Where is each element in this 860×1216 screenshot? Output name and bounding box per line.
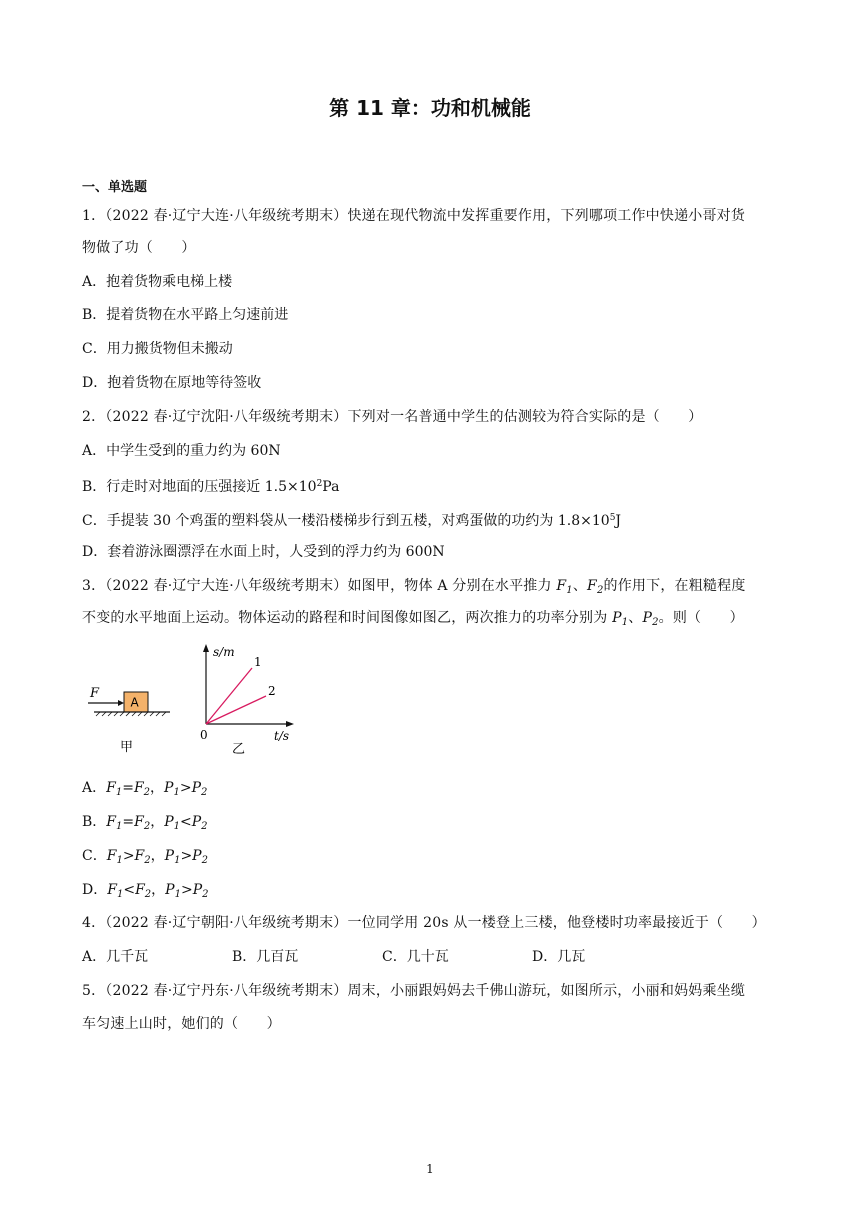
force-arrowhead — [118, 700, 124, 706]
q3-stem-line2 — [82, 608, 744, 633]
q3-f-sub: 2 — [596, 585, 604, 596]
q4-stem: 4．（2022 春·辽宁朝阳·八年级统考期末）一位同学用 20s 从一楼登上三楼，他登楼时功率最接近于（ ） — [82, 915, 766, 931]
y-axis-label: s/m — [213, 645, 235, 659]
q3-option-c — [82, 846, 208, 871]
page-title: 第 11 章：功和机械能 — [329, 96, 531, 120]
force-label: F — [90, 686, 100, 701]
q3-text-e: 、 — [628, 610, 643, 626]
origin-label: 0 — [200, 728, 208, 742]
q2-stem: 2．（2022 春·辽宁沈阳·八年级统考期末）下列对一名普通中学生的估测较为符合实际的是（ ） — [82, 409, 703, 425]
sub: 2 — [143, 787, 151, 798]
caption-jia: 甲 — [120, 740, 134, 755]
q3-text-c: 的作用下，在粗糙程度 — [603, 578, 746, 594]
section-heading: 一、单选题 — [82, 180, 148, 195]
comma: ， — [150, 848, 165, 864]
q5-stem-line2: 车匀速上山时，她们的（ ） — [82, 1016, 281, 1032]
relation-f: = — [122, 814, 135, 830]
y-axis-arrow — [203, 644, 209, 652]
p-symbol: P — [165, 882, 175, 898]
q1-stem-line1: 1．（2022 春·辽宁大连·八年级统考期末）快递在现代物流中发挥重要作用，下列哪项工作中快递小哥对货 — [82, 208, 746, 224]
q3-p-symbol: P — [612, 610, 622, 626]
f-symbol: F — [133, 780, 144, 796]
sub: 1 — [174, 855, 181, 866]
sub: 1 — [173, 787, 180, 798]
f-symbol: F — [135, 882, 145, 898]
f-symbol: F — [106, 848, 117, 864]
sub: 2 — [201, 821, 208, 832]
q3-p-sub: 2 — [652, 617, 659, 628]
q2-option-c-exponent: 5 — [609, 513, 616, 523]
q2-option-c-text: C．手提装 30 个鸡蛋的塑料袋从一楼沿楼梯步行到五楼，对鸡蛋做的功约为 1.8×10 — [82, 513, 610, 529]
option-label: A． — [82, 780, 107, 796]
q3-option-b — [82, 812, 208, 837]
q4-option-c: C．几十瓦 — [382, 949, 449, 965]
option-label: D． — [82, 882, 108, 898]
q2-option-b-text: B．行走时对地面的压强接近 1.5×10 — [82, 479, 317, 495]
sub: 2 — [202, 889, 209, 900]
option-label: C． — [82, 848, 107, 864]
q5-stem-line1: 5．（2022 春·辽宁丹东·八年级统考期末）周末，小丽跟妈妈去千佛山游玩，如图所示，小丽和妈妈乘坐缆 — [82, 983, 746, 999]
q4-option-d: D．几瓦 — [532, 949, 586, 965]
f-symbol: F — [107, 882, 117, 898]
sub: 1 — [116, 889, 124, 900]
relation-f: > — [122, 848, 135, 864]
f-symbol: F — [106, 814, 117, 830]
q2-option-b-exponent: 2 — [316, 479, 323, 489]
p-symbol: P — [164, 814, 174, 830]
relation-f: = — [122, 780, 134, 796]
graph-line-2 — [206, 696, 266, 724]
q3-stem-line1 — [82, 576, 746, 601]
q1-option-a: A．抱着货物乘电梯上楼 — [82, 274, 233, 290]
f-symbol: F — [134, 848, 145, 864]
relation-p: < — [180, 814, 192, 830]
block-label: A — [130, 695, 139, 710]
sub: 2 — [144, 855, 151, 866]
q1-stem-line2: 物做了功（ ） — [82, 240, 196, 256]
caption-yi: 乙 — [232, 742, 246, 757]
line-2-label: 2 — [268, 684, 276, 698]
q3-f-symbol: F — [587, 578, 597, 594]
f-symbol: F — [106, 780, 116, 796]
sub: 2 — [143, 821, 151, 832]
sub: 1 — [116, 855, 123, 866]
x-axis-label: t/s — [274, 729, 290, 743]
sub: 2 — [201, 855, 208, 866]
q3-f-sub: 1 — [566, 585, 573, 596]
p-symbol: P — [191, 814, 202, 830]
p-symbol: P — [192, 848, 202, 864]
relation-f: < — [123, 882, 136, 898]
comma: ， — [150, 814, 165, 830]
q2-option-b-unit: Pa — [322, 479, 340, 495]
sub: 1 — [115, 787, 123, 798]
comma: ， — [151, 882, 166, 898]
q2-option-c-unit: J — [615, 513, 622, 529]
figure-jia — [88, 686, 170, 755]
q1-option-d: D．抱着货物在原地等待签收 — [82, 375, 262, 391]
comma: ， — [150, 780, 165, 796]
q3-option-d — [82, 880, 208, 905]
figure-yi — [200, 644, 294, 757]
q3-option-a — [82, 778, 207, 803]
sub: 1 — [173, 821, 181, 832]
p-symbol: P — [191, 780, 201, 796]
graph-line-1 — [206, 668, 252, 724]
relation-p: > — [180, 848, 193, 864]
q3-text-d: 不变的水平地面上运动。物体运动的路程和时间图像如图乙，两次推力的功率分别为 — [82, 610, 613, 626]
p-symbol: P — [164, 848, 175, 864]
q2-option-b — [82, 474, 339, 497]
q3-p-symbol: P — [642, 610, 653, 626]
line-1-label: 1 — [254, 655, 262, 669]
f-symbol: F — [134, 814, 144, 830]
q3-text-b: 、 — [572, 578, 588, 594]
q1-option-c: C．用力搬货物但未搬动 — [82, 341, 233, 357]
x-axis-arrow — [286, 721, 294, 727]
sub: 2 — [201, 787, 208, 798]
q1-option-b: B．提着货物在水平路上匀速前进 — [82, 307, 289, 323]
q2-option-d: D．套着游泳圈漂浮在水面上时，人受到的浮力约为 600N — [82, 544, 445, 560]
p-symbol: P — [164, 780, 174, 796]
p-symbol: P — [192, 882, 203, 898]
sub: 2 — [144, 889, 152, 900]
q4-options — [82, 947, 585, 967]
relation-p: > — [180, 882, 193, 898]
q3-text-a: 3．（2022 春·辽宁大连·八年级统考期末）如图甲，物体 A 分别在水平推力 — [82, 578, 557, 594]
page-number: 1 — [426, 1162, 434, 1176]
option-label: B． — [82, 814, 107, 830]
sub: 1 — [174, 889, 181, 900]
q2-option-a: A．中学生受到的重力约为 60N — [82, 443, 281, 459]
q3-figure — [82, 640, 302, 760]
q4-option-b: B．几百瓦 — [232, 949, 299, 965]
relation-p: > — [179, 780, 192, 796]
q3-p-sub: 1 — [621, 617, 629, 628]
q2-option-c — [82, 508, 621, 531]
q4-option-a: A．几千瓦 — [82, 949, 149, 965]
q3-text-f: 。则（ ） — [658, 610, 744, 626]
q3-f-symbol: F — [556, 578, 567, 594]
sub: 1 — [116, 821, 123, 832]
